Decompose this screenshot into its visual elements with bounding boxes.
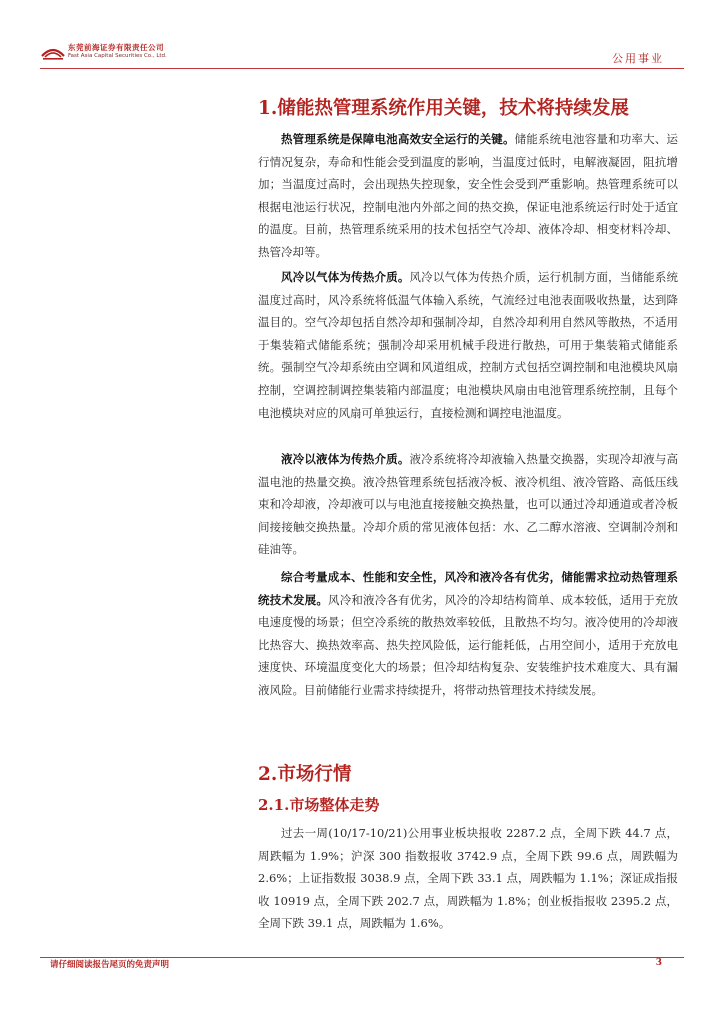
paragraph-market-trend: 过去一周(10/17-10/21)公用事业板块报收 2287.2 点，全周下跌 44.7 点，周跌幅为 1.9%；沪深 300 指数报收 3742.9 点，全周下跌 99.6 点，周跌幅为 2.6%；上证指数报 3038.9 点，全周下跌 33.1 点，周跌幅为 1.1%；深证成指报收 10919 点，全周下跌 202.7 点，周跌幅为 1.8%；创业板指报收 2395.2 点，全周下跌 39.1 点，周跌幅为 1.6%。 [258,826,678,931]
section-2-1-title: 2.1.市场整体走势 [258,796,380,814]
paragraph-lead: 液冷以液体为传热介质。 [281,452,410,466]
company-logo [40,42,190,68]
paragraph-body: 风冷以气体为传热介质，运行机制方面，当储能系统温度过高时，风冷系统将低温气体输入系统，气流经过电池表面吸收热量，达到降温目的。空气冷却包括自然冷却和强制冷却，自然冷却利用自然风等散热，不适用于集装箱式储能系统；强制冷却采用机械手段进行散热，可用于集装箱式储能系统。强制空气冷却系统由空调和风道组成，控制方式包括空调控制和电池模块风扇控制，空调控制调控集装箱内部温度；电池模块风扇由电池管理系统控制，且每个电池模块对应的风扇可单独运行，直接检测和调控电池温度。 [258,270,678,420]
industry-tag: 公用事业 [612,52,664,65]
header-divider [40,68,684,69]
paragraph-liquid-cooling [258,448,678,561]
paragraph-body: 储能系统电池容量和功率大、运行情况复杂，寿命和性能会受到温度的影响，当温度过低时，电解液凝固，阻抗增加；当温度过高时，会出现热失控现象，安全性会受到严重影响。热管理系统可以根据电池运行状况，控制电池内外部之间的热交换，保证电池系统运行时处于适宜的温度。目前，热管理系统采用的技术包括空气冷却、液体冷却、相变材料冷却、热管冷却等。 [258,132,679,259]
company-name-en: Fast Asia Capital Securities Co., Ltd. [68,53,167,59]
paragraph-air-cooling [258,266,678,424]
section-1-title: 1.储能热管理系统作用关键，技术将持续发展 [258,98,629,119]
section-2-title: 2.市场行情 [258,764,352,785]
company-name-cn: 东莞前海证券有限责任公司 [68,43,164,52]
page-number: 3 [655,958,662,968]
paragraph-lead: 风冷以气体为传热介质。 [281,270,410,284]
company-logo-icon [40,42,66,62]
paragraph-body: 风冷和液冷各有优劣，风冷的冷却结构简单、成本较低，适用于充放电速度慢的场景；但空冷系统的散热效率较低，且散热不均匀。液冷使用的冷却液比热容大、换热效率高、热失控风险低，运行能耗低，占用空间小，适用于充放电速度快、环境温度变化大的场景；但冷却结构复杂、安装维护技术难度大、具有漏液风险。目前储能行业需求持续提升，将带动热管理技术持续发展。 [258,592,678,697]
paragraph-comparison [258,566,678,702]
paragraph-lead: 热管理系统是保障电池高效安全运行的关键。 [281,132,515,146]
disclaimer-note: 请仔细阅读报告尾页的免责声明 [50,960,170,970]
paragraph-body: 液冷系统将冷却液输入热量交换器，实现冷却液与高温电池的热量交换。液冷热管理系统包括液冷板、液冷机组、液冷管路、高低压线束和冷却液，冷却液可以与电池直接接触交换热量，也可以通过冷却通道或者冷板间接接触交换热量。冷却介质的常见液体包括：水、乙二醇水溶液、空调制冷剂和硅油等。 [258,452,678,557]
paragraph-lead: 综合考量成本、性能和安全性，风冷和液冷各有优劣，储能需求拉动热管理系统技术发展。 [258,570,678,607]
paragraph-thermal-management [258,128,678,264]
